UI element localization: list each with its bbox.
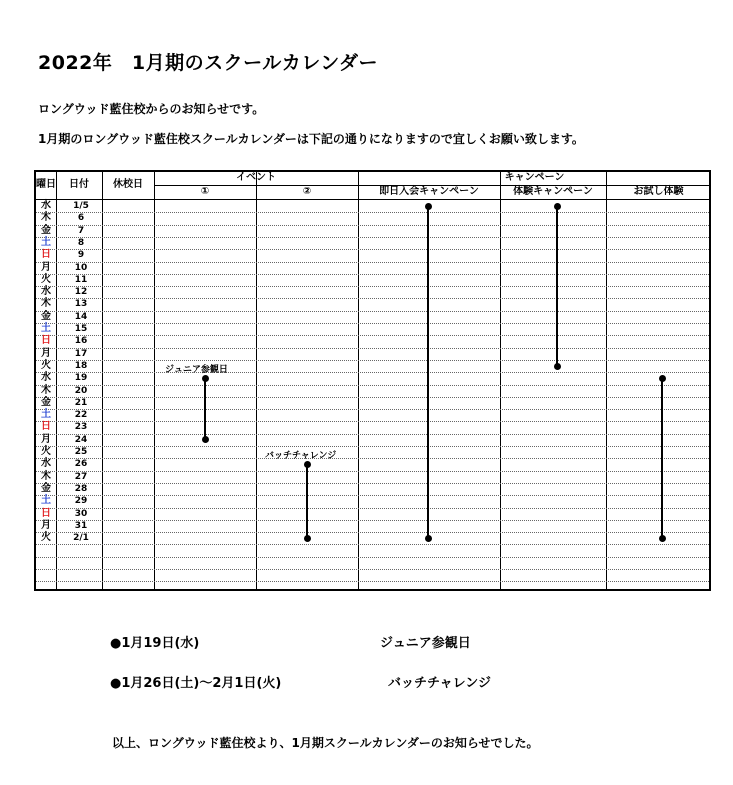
- weekday-cell: 月: [41, 519, 51, 531]
- row-divider: [36, 532, 709, 533]
- weekday-cell: 木: [41, 384, 51, 396]
- column-divider: [606, 172, 607, 589]
- date-cell: 20: [74, 385, 88, 396]
- weekday-cell: 土: [41, 236, 51, 248]
- date-cell: 22: [74, 410, 88, 421]
- weekday-cell: 日: [41, 507, 51, 519]
- date-cell: 12: [74, 287, 88, 298]
- row-divider: [36, 348, 709, 349]
- header-event-group: イベント: [236, 172, 276, 183]
- row-divider: [36, 409, 709, 410]
- junior-observation-span-end-dot: [202, 436, 209, 443]
- row-divider: [36, 458, 709, 459]
- date-cell: 31: [74, 520, 88, 531]
- header-event-2: ②: [302, 186, 312, 197]
- date-cell: 17: [74, 348, 88, 359]
- date-cell: 23: [74, 422, 88, 433]
- row-divider: [36, 544, 709, 545]
- same-day-enrollment-campaign-span-end-dot: [425, 535, 432, 542]
- weekday-cell: 木: [41, 298, 51, 310]
- school-calendar-table: [34, 170, 711, 591]
- event-name-2: バッチチャレンジ: [388, 676, 491, 691]
- junior-observation-span-label: ジュニア参観日: [165, 365, 228, 376]
- weekday-cell: 土: [41, 323, 51, 334]
- event-date-1: ●1月19日(水): [110, 636, 200, 651]
- weekday-cell: 月: [41, 433, 51, 445]
- row-divider: [36, 286, 709, 287]
- row-divider: [36, 471, 709, 472]
- header-event-1: ①: [200, 186, 210, 197]
- date-cell: 28: [74, 483, 88, 494]
- header-trial-campaign: 体験キャンペーン: [513, 186, 593, 197]
- junior-observation-span-start-dot: [202, 375, 209, 382]
- weekday-cell: 金: [41, 396, 51, 408]
- row-divider: [36, 446, 709, 447]
- weekday-cell: 金: [41, 224, 51, 236]
- weekday-cell: 日: [41, 249, 51, 261]
- date-cell: 15: [74, 324, 88, 334]
- weekday-cell: 金: [41, 482, 51, 494]
- date-cell: 29: [74, 496, 88, 507]
- weekday-cell: 日: [41, 335, 51, 347]
- weekday-cell: 火: [41, 359, 51, 371]
- weekday-cell: 水: [41, 372, 51, 384]
- weekday-cell: 水: [41, 286, 51, 298]
- date-cell: 26: [74, 459, 88, 470]
- row-divider: [36, 434, 709, 435]
- weekday-cell: 月: [41, 347, 51, 359]
- date-cell: 11: [74, 274, 88, 285]
- row-divider: [36, 262, 709, 263]
- intro-text: ロングウッド藍住校からのお知らせです。: [38, 102, 265, 116]
- column-divider: [154, 172, 155, 589]
- row-divider: [36, 372, 709, 373]
- row-divider: [36, 298, 709, 299]
- row-divider: [36, 557, 709, 558]
- junior-observation-span-line: [204, 378, 206, 440]
- free-trial-span-start-dot: [659, 375, 666, 382]
- row-divider: [36, 274, 709, 275]
- date-cell: 24: [74, 434, 88, 445]
- weekday-cell: 水: [41, 458, 51, 470]
- date-cell: 16: [74, 336, 88, 347]
- date-cell: 9: [77, 250, 85, 261]
- date-cell: 25: [74, 447, 88, 457]
- date-cell: 8: [77, 237, 85, 248]
- row-divider: [36, 483, 709, 484]
- page-title: 2022年 1月期のスクールカレンダー: [38, 52, 378, 74]
- date-cell: 14: [74, 311, 88, 322]
- free-trial-span-line: [661, 378, 663, 538]
- weekday-cell: 金: [41, 310, 51, 322]
- trial-campaign-span-end-dot: [554, 363, 561, 370]
- date-cell: 2/1: [73, 533, 89, 544]
- date-cell: 18: [74, 360, 88, 371]
- same-day-enrollment-campaign-span-line: [427, 206, 429, 538]
- batch-challenge-span-label: バッチチャレンジ: [265, 451, 337, 462]
- header-bottom-border: [36, 199, 709, 200]
- row-divider: [36, 385, 709, 386]
- header-free-trial: お試し体験: [633, 186, 684, 197]
- date-cell: 19: [74, 373, 88, 384]
- weekday-cell: 土: [41, 495, 51, 507]
- column-divider: [500, 172, 501, 589]
- row-divider: [36, 581, 709, 582]
- row-divider: [36, 495, 709, 496]
- weekday-cell: 木: [41, 470, 51, 482]
- date-cell: 30: [74, 508, 88, 519]
- header-closed-day: 休校日: [113, 179, 143, 190]
- weekday-cell: 火: [41, 532, 51, 544]
- event-date-2: ●1月26日(土)～2月1日(火): [110, 676, 282, 691]
- weekday-cell: 火: [41, 273, 51, 285]
- weekday-cell: 土: [41, 409, 51, 421]
- weekday-cell: 木: [41, 212, 51, 224]
- row-divider: [36, 311, 709, 312]
- column-divider: [358, 172, 359, 589]
- weekday-cell: 日: [41, 421, 51, 433]
- row-divider: [36, 520, 709, 521]
- row-divider: [36, 323, 709, 324]
- date-cell: 13: [74, 299, 88, 310]
- date-cell: 7: [77, 225, 85, 236]
- closing-text: 以上、ロングウッド藍住校より、1月期スクールカレンダーのお知らせでした。: [112, 736, 539, 750]
- batch-challenge-span-start-dot: [304, 461, 311, 468]
- header-day: 曜日: [36, 179, 56, 190]
- trial-campaign-span-line: [556, 206, 558, 366]
- row-divider: [36, 397, 709, 398]
- row-divider: [36, 421, 709, 422]
- date-cell: 21: [74, 397, 88, 408]
- header-date: 日付: [69, 179, 89, 190]
- batch-challenge-span-end-dot: [304, 535, 311, 542]
- row-divider: [36, 508, 709, 509]
- free-trial-span-end-dot: [659, 535, 666, 542]
- intro-detail-text: 1月期のロングウッド藍住校スクールカレンダーは下記の通りになりますので宜しくお願い致します。: [38, 132, 584, 146]
- row-divider: [36, 360, 709, 361]
- date-cell: 1/5: [73, 201, 89, 211]
- row-divider: [36, 237, 709, 238]
- batch-challenge-span-line: [306, 464, 308, 538]
- row-divider: [36, 225, 709, 226]
- row-divider: [36, 569, 709, 570]
- column-divider: [256, 172, 257, 589]
- weekday-cell: 火: [41, 446, 51, 457]
- trial-campaign-span-start-dot: [554, 203, 561, 210]
- column-divider: [56, 172, 57, 589]
- event-name-1: ジュニア参観日: [380, 636, 471, 651]
- row-divider: [36, 249, 709, 250]
- weekday-cell: 月: [41, 261, 51, 273]
- date-cell: 10: [74, 262, 88, 273]
- date-cell: 6: [77, 213, 85, 224]
- row-divider: [36, 212, 709, 213]
- weekday-cell: 水: [41, 200, 51, 211]
- header-campaign-group: キャンペーン: [504, 172, 565, 183]
- header-same-day-enrollment: 即日入会キャンペーン: [379, 186, 479, 197]
- same-day-enrollment-campaign-span-start-dot: [425, 203, 432, 210]
- date-cell: 27: [74, 471, 88, 482]
- row-divider: [36, 335, 709, 336]
